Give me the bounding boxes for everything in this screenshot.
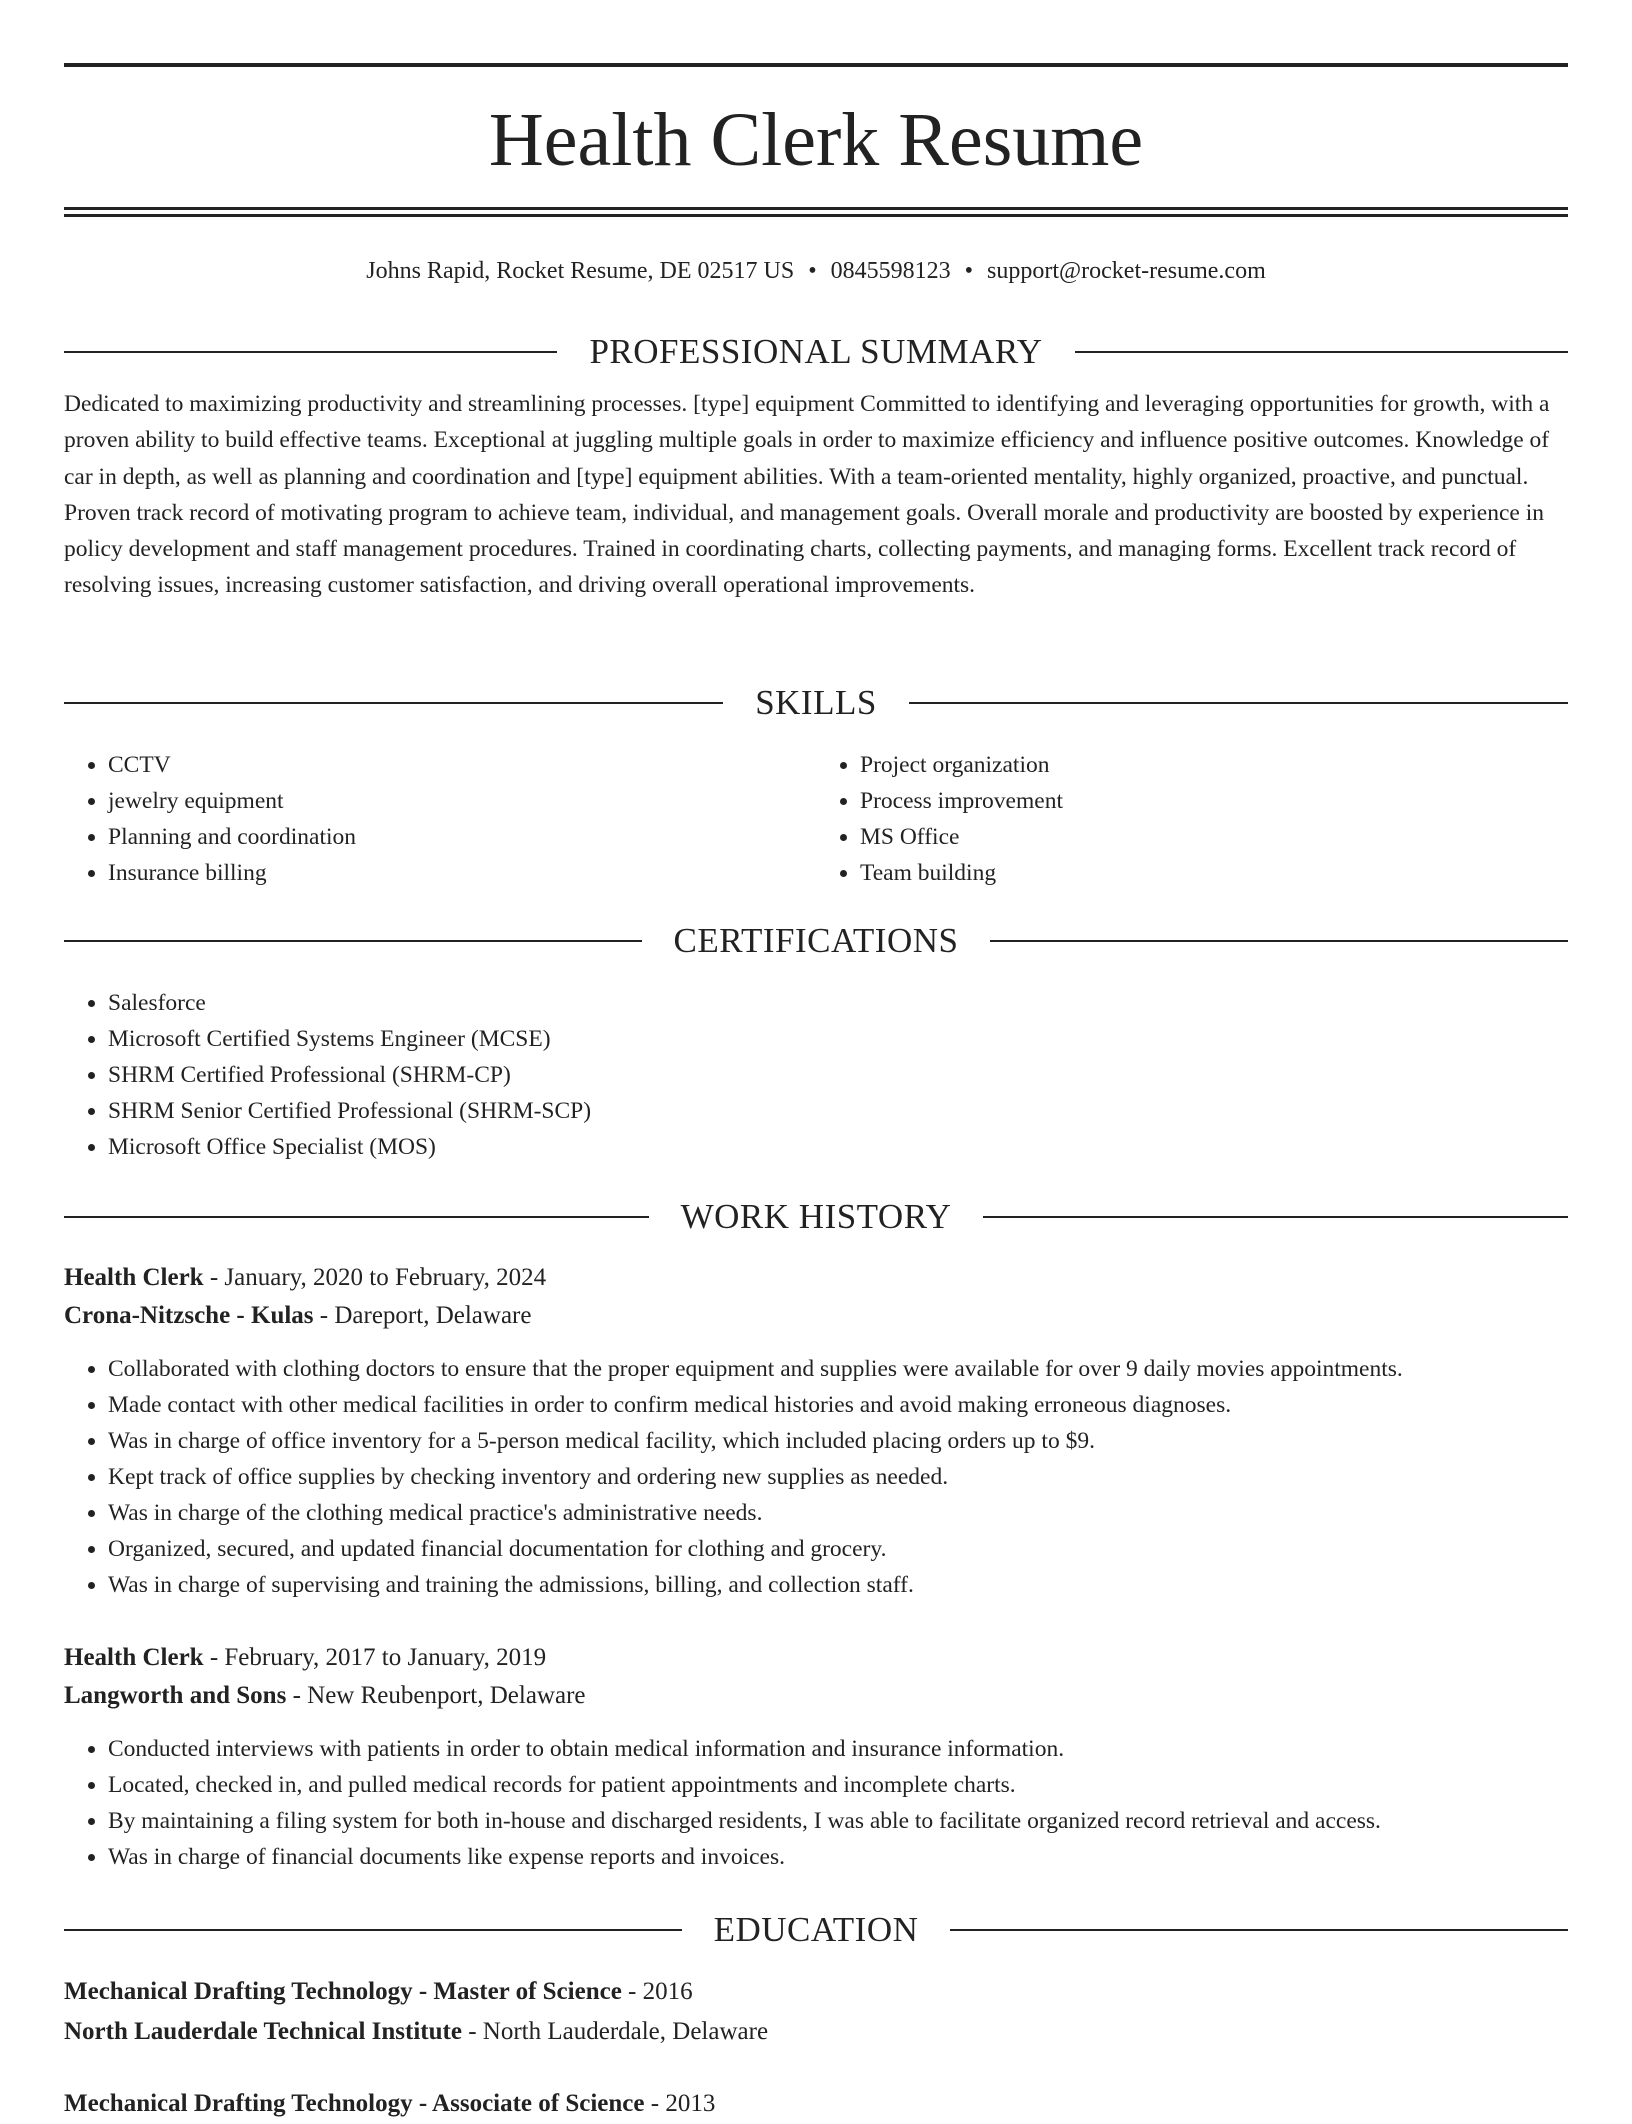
title-double-rule	[64, 207, 1568, 217]
work-history-heading: WORK HISTORY	[680, 1197, 952, 1236]
heading-rule	[64, 1929, 682, 1931]
education-school: North Lauderdale Technical Institute	[64, 2018, 462, 2045]
job-entry	[64, 1259, 1568, 1603]
certifications-section	[64, 919, 1568, 1165]
skills-grid	[64, 747, 1568, 891]
section-heading	[64, 1195, 1568, 1239]
heading-rule	[64, 351, 557, 353]
certifications-heading: CERTIFICATIONS	[673, 921, 959, 960]
certification-item: • SHRM Senior Certified Professional (SHRM-SCP)	[108, 1093, 1568, 1129]
education-heading: EDUCATION	[713, 1910, 919, 1949]
job-duty: • Collaborated with clothing doctors to ensure that the proper equipment and supplies were available for over 9 daily movies appointments.	[108, 1351, 1568, 1387]
education-entry	[64, 1972, 1568, 2052]
education-degree-line	[64, 2084, 1568, 2124]
education-entry	[64, 2084, 1568, 2124]
job-duty: • Kept track of office supplies by checking inventory and ordering new supplies as needed.	[108, 1459, 1568, 1495]
skill-item: • MS Office	[860, 819, 1568, 855]
education-degree: Mechanical Drafting Technology - Master of Science	[64, 1978, 622, 2005]
job-duty: • Made contact with other medical facilities in order to confirm medical histories and avoid making erroneous diagnoses.	[108, 1387, 1568, 1423]
contact-separator: •	[964, 258, 974, 284]
education-year: - 2013	[644, 2090, 716, 2117]
job-duty: • Organized, secured, and updated financial documentation for clothing and grocery.	[108, 1531, 1568, 1567]
heading-rule	[64, 940, 642, 942]
job-location: - New Reubenport, Delaware	[286, 1682, 586, 1709]
job-duty: • Conducted interviews with patients in order to obtain medical information and insurance information.	[108, 1731, 1568, 1767]
job-dates: - February, 2017 to January, 2019	[203, 1644, 547, 1671]
contact-separator: •	[808, 258, 817, 284]
top-rule	[64, 63, 1568, 67]
skills-section	[64, 681, 1568, 891]
education-degree-line	[64, 1972, 1568, 2012]
skill-item: • Team building	[860, 855, 1568, 891]
summary-heading: PROFESSIONAL SUMMARY	[589, 332, 1043, 371]
education-degree: Mechanical Drafting Technology - Associate of Science	[64, 2090, 645, 2117]
work-history-section	[64, 1195, 1568, 1875]
job-duties-list	[64, 1351, 1568, 1603]
contact-line	[64, 254, 1568, 288]
job-entry	[64, 1639, 1568, 1875]
job-duty: • By maintaining a filing system for both in-house and discharged residents, I was able to facilitate organized record retrieval and access.	[108, 1803, 1568, 1839]
job-duty: • Was in charge of the clothing medical practice's administrative needs.	[108, 1495, 1568, 1531]
section-heading	[64, 919, 1568, 963]
certification-item: • Microsoft Certified Systems Engineer (MCSE)	[108, 1021, 1568, 1057]
heading-rule	[64, 1216, 649, 1218]
certifications-list	[64, 985, 1568, 1165]
heading-rule	[983, 1216, 1568, 1218]
skills-heading: SKILLS	[755, 683, 877, 722]
certification-item: • SHRM Certified Professional (SHRM-CP)	[108, 1057, 1568, 1093]
section-heading	[64, 1908, 1568, 1952]
education-location: - North Lauderdale, Delaware	[461, 2018, 769, 2045]
job-duty: • Was in charge of supervising and training the admissions, billing, and collection staff.	[108, 1567, 1568, 1603]
summary-text: Dedicated to maximizing productivity and streamlining processes. [type] equipment Committed to identifying and leveraging opportunities for growth, with a proven ability to build effective teams. Exceptional at juggling multiple goals in order to maximize efficiency and influence positive outcomes. Knowledge of car in depth, as well as planning and coordination and [type] equipment abilities. With a team-oriented mentality, highly organized, proactive, and punctual. Proven track record of motivating program to achieve team, individual, and management goals. Overall morale and productivity are boosted by experience in policy development and staff management procedures. Trained in coordinating charts, collecting payments, and managing forms. Excellent track record of resolving issues, increasing customer satisfaction, and driving overall operational improvements.	[64, 391, 1550, 599]
skills-left-list	[64, 747, 816, 891]
skill-item: • Project organization	[860, 747, 1568, 783]
skill-item: • Planning and coordination	[108, 819, 816, 855]
heading-rule	[990, 940, 1568, 942]
job-title-line	[64, 1259, 1568, 1297]
skill-item: • Process improvement	[860, 783, 1568, 819]
job-duty: • Was in charge of office inventory for a 5-person medical facility, which included placing orders up to $9.	[108, 1423, 1568, 1459]
job-duty: • Located, checked in, and pulled medical records for patient appointments and incomplete charts.	[108, 1767, 1568, 1803]
heading-rule	[1075, 351, 1568, 353]
job-company-line	[64, 1297, 1568, 1335]
job-dates: - January, 2020 to February, 2024	[203, 1264, 547, 1291]
education-year: - 2016	[621, 1978, 693, 2005]
contact-email: support@rocket-resume.com	[987, 258, 1266, 284]
education-section	[64, 1908, 1568, 2124]
certification-item: • Salesforce	[108, 985, 1568, 1021]
page-title: Health Clerk Resume	[488, 98, 1144, 182]
job-company: Langworth and Sons	[64, 1682, 287, 1709]
job-company-line	[64, 1677, 1568, 1715]
job-duty: • Was in charge of financial documents like expense reports and invoices.	[108, 1839, 1568, 1875]
certification-item: • Microsoft Office Specialist (MOS)	[108, 1129, 1568, 1165]
heading-rule	[64, 702, 723, 704]
education-school-line	[64, 2012, 1568, 2052]
job-title: Health Clerk	[64, 1644, 204, 1671]
skills-right-list	[816, 747, 1568, 891]
job-location: - Dareport, Delaware	[313, 1302, 532, 1329]
heading-rule	[909, 702, 1568, 704]
summary-section	[64, 330, 1568, 604]
skill-item: • jewelry equipment	[108, 783, 816, 819]
skill-item: • CCTV	[108, 747, 816, 783]
job-duties-list	[64, 1731, 1568, 1875]
section-heading	[64, 681, 1568, 725]
section-heading	[64, 330, 1568, 374]
job-company: Crona-Nitzsche - Kulas	[64, 1302, 314, 1329]
heading-rule	[950, 1929, 1568, 1931]
skill-item: • Insurance billing	[108, 855, 816, 891]
contact-phone: 0845598123	[830, 258, 951, 284]
job-title-line	[64, 1639, 1568, 1677]
contact-address: Johns Rapid, Rocket Resume, DE 02517 US	[366, 258, 795, 284]
job-title: Health Clerk	[64, 1264, 204, 1291]
